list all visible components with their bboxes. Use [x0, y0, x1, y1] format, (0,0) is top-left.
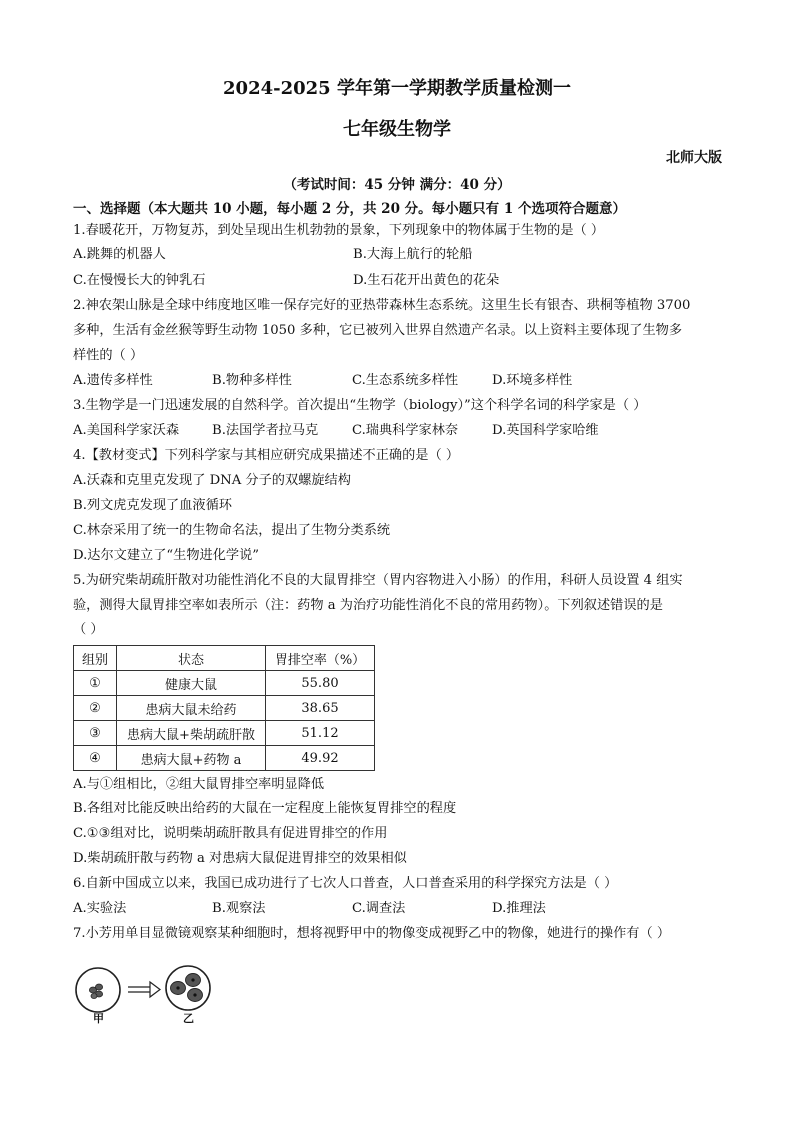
exam-title: 2024-2025 学年第一学期教学质量检测一 [223, 78, 571, 99]
q5-data-table [73, 645, 375, 771]
q1-option-d: D.生石花开出黄色的花朵 [353, 273, 500, 288]
q3-option-b: B.法国学者拉马克 [212, 423, 319, 438]
table-cell: 55.80 [266, 671, 375, 696]
table-header-row [74, 646, 375, 671]
table-cell: ④ [74, 746, 117, 771]
table-cell: 49.92 [266, 746, 375, 771]
table-header-cell: 状态 [117, 646, 266, 671]
microscope-field-figure [72, 960, 232, 1034]
q2-stem-line1: 2.神农架山脉是全球中纬度地区唯一保存完好的亚热带森林生态系统。这里生长有银杏、珙桐等植物 3700 [73, 298, 691, 313]
table-cell: ③ [74, 721, 117, 746]
table-row [74, 721, 375, 746]
transition-arrow-icon [128, 982, 160, 997]
q2-option-a: A.遗传多样性 [73, 373, 153, 388]
q6-option-a: A.实验法 [73, 901, 127, 916]
q5-option-a: A.与①组相比，②组大鼠胃排空率明显降低 [73, 777, 325, 792]
q1-option-b: B.大海上航行的轮船 [353, 247, 473, 262]
q5-stem-line3: （ ） [73, 622, 104, 637]
q6-option-b: B.观察法 [212, 901, 266, 916]
q7-stem: 7.小芳用单目显微镜观察某种细胞时，想将视野甲中的物像变成视野乙中的物像，她进行的操作有（ ） [73, 926, 671, 941]
exam-subtitle: 七年级生物学 [343, 119, 451, 140]
table-cell: 51.12 [266, 721, 375, 746]
section-heading: 一、选择题（本大题共 10 小题，每小题 2 分，共 20 分。每小题只有 1 个选项符合题意） [73, 201, 626, 217]
q6-option-c: C.调查法 [352, 901, 406, 916]
q4-stem: 4.【教材变式】下列科学家与其相应研究成果描述不正确的是（ ） [73, 448, 460, 463]
table-header-cell: 胃排空率（%） [266, 646, 375, 671]
q2-stem-line2: 多种，生活有金丝猴等野生动物 1050 多种，它已被列入世界自然遗产名录。以上资料主要体现了生物多 [73, 323, 683, 338]
table-cell: ② [74, 696, 117, 721]
q2-stem-line3: 样性的（ ） [73, 348, 144, 363]
edition-label: 北师大版 [666, 150, 722, 166]
table-cell: 患病大鼠+药物 a [117, 746, 266, 771]
q2-option-c: C.生态系统多样性 [352, 373, 459, 388]
q5-stem-line2: 验，测得大鼠胃排空率如表所示（注：药物 a 为治疗功能性消化不良的常用药物）。下列叙述错误的是 [73, 598, 663, 613]
table-cell: 38.65 [266, 696, 375, 721]
q1-stem: 1.春暖花开，万物复苏，到处呈现出生机勃勃的景象，下列现象中的物体属于生物的是（ ） [73, 223, 605, 238]
q4-option-a: A.沃森和克里克发现了 DNA 分子的双螺旋结构 [73, 473, 351, 488]
q4-option-b: B.列文虎克发现了血液循环 [73, 498, 232, 513]
table-row [74, 671, 375, 696]
table-row [74, 696, 375, 721]
q3-option-d: D.英国科学家哈维 [492, 423, 599, 438]
q6-option-d: D.推理法 [492, 901, 546, 916]
table-cell: 患病大鼠+柴胡疏肝散 [117, 721, 266, 746]
q2-option-b: B.物种多样性 [212, 373, 292, 388]
q4-option-d: D.达尔文建立了“生物进化学说” [73, 548, 260, 563]
q1-option-c: C.在慢慢长大的钟乳石 [73, 273, 206, 288]
cells-large [171, 974, 203, 1002]
table-cell: 健康大鼠 [117, 671, 266, 696]
table-row [74, 746, 375, 771]
table-cell: 患病大鼠未给药 [117, 696, 266, 721]
cells-small [89, 984, 102, 999]
q6-stem: 6.自新中国成立以来，我国已成功进行了七次人口普查，人口普查采用的科学探究方法是（ ） [73, 876, 618, 891]
q5-option-b: B.各组对比能反映出给药的大鼠在一定程度上能恢复胃排空的程度 [73, 801, 457, 816]
q5-option-c: C.①③组对比，说明柴胡疏肝散具有促进胃排空的作用 [73, 826, 388, 841]
q5-option-d: D.柴胡疏肝散与药物 a 对患病大鼠促进胃排空的效果相似 [73, 851, 407, 866]
field-jia-label: 甲 [93, 1012, 104, 1025]
q3-option-a: A.美国科学家沃森 [73, 423, 180, 438]
q3-option-c: C.瑞典科学家林奈 [352, 423, 459, 438]
table-cell: ① [74, 671, 117, 696]
q5-stem-line1: 5.为研究柴胡疏肝散对功能性消化不良的大鼠胃排空（胃内容物进入小肠）的作用，科研人员设置 4 组实 [73, 573, 683, 588]
q3-stem: 3.生物学是一门迅速发展的自然科学。首次提出“生物学（biology）”这个科学名词的科学家是（ ） [73, 398, 647, 413]
field-yi-label: 乙 [183, 1012, 194, 1025]
q2-option-d: D.环境多样性 [492, 373, 573, 388]
q4-option-c: C.林奈采用了统一的生物命名法，提出了生物分类系统 [73, 523, 391, 538]
q1-option-a: A.跳舞的机器人 [73, 247, 166, 262]
table-header-cell: 组别 [74, 646, 117, 671]
exam-info: （考试时间：45 分钟 满分：40 分） [283, 177, 511, 193]
